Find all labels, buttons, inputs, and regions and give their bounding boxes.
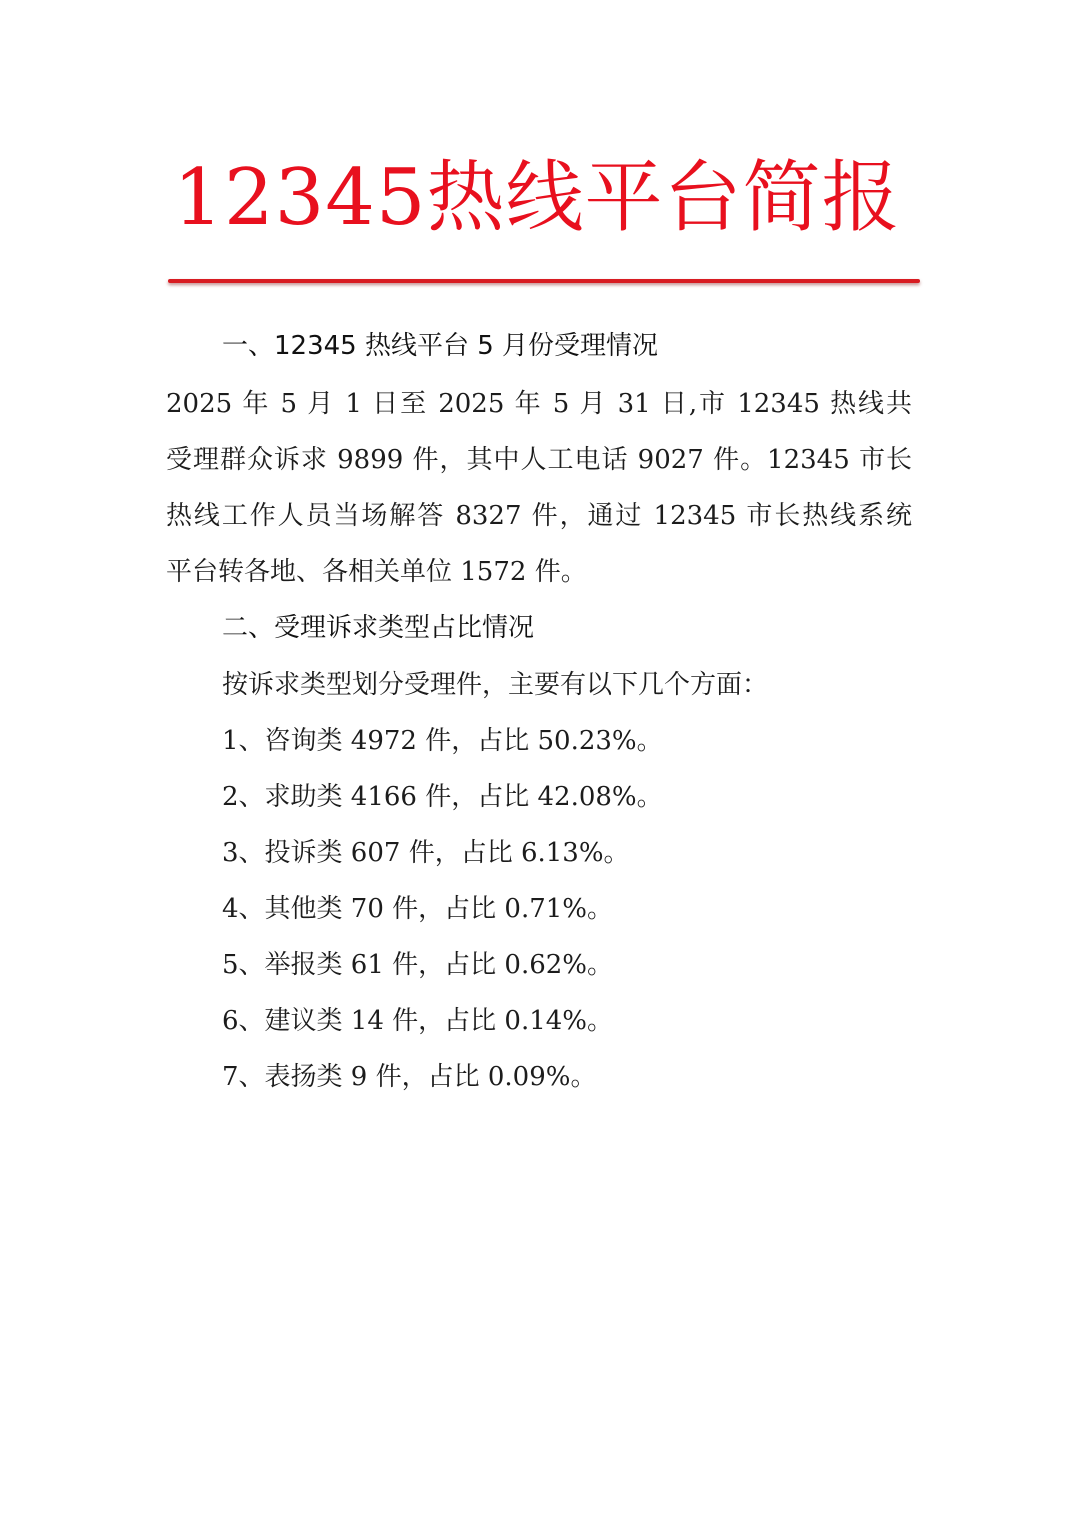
section-1-line-2: 受理群众诉求 9899 件，其中人工电话 9027 件。12345 市长 (166, 445, 912, 475)
category-item-5: 5、举报类 61 件，占比 0.62%。 (222, 950, 614, 980)
category-item-2: 2、求助类 4166 件，占比 42.08%。 (222, 782, 663, 812)
category-item-6: 6、建议类 14 件，占比 0.14%。 (222, 1006, 614, 1036)
section-1-line-1: 2025 年 5 月 1 日至 2025 年 5 月 31 日,市 12345 热线共 (166, 389, 912, 419)
category-item-7: 7、表扬类 9 件，占比 0.09%。 (222, 1062, 597, 1092)
section-1-heading: 一、12345 热线平台 5 月份受理情况 (222, 331, 659, 361)
document-title: 12345热线平台简报 (173, 153, 901, 243)
section-1-line-4: 平台转各地、各相关单位 1572 件。 (166, 557, 587, 587)
category-item-1: 1、咨询类 4972 件，占比 50.23%。 (222, 726, 663, 756)
category-item-4: 4、其他类 70 件，占比 0.71%。 (222, 894, 614, 924)
section-2-intro: 按诉求类型划分受理件，主要有以下几个方面： (222, 670, 769, 700)
section-2-heading: 二、受理诉求类型占比情况 (222, 613, 535, 643)
category-item-3: 3、投诉类 607 件，占比 6.13%。 (222, 838, 630, 868)
section-1-line-3: 热线工作人员当场解答 8327 件，通过 12345 市长热线系统 (166, 501, 912, 531)
title-divider (168, 279, 920, 283)
